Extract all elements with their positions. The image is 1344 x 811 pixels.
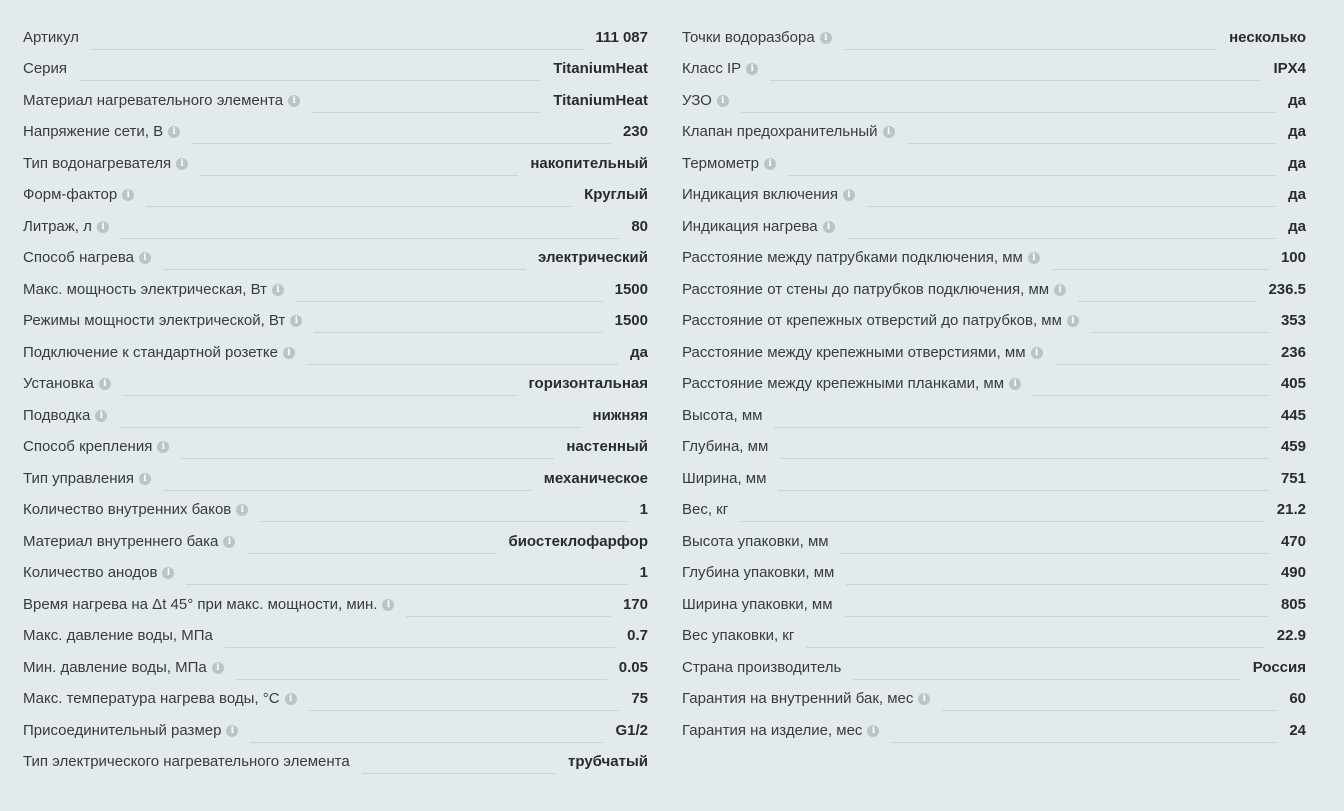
spec-value: 353 bbox=[1280, 312, 1306, 330]
leader-line bbox=[260, 521, 627, 522]
spec-label bbox=[682, 627, 794, 645]
spec-row bbox=[23, 400, 648, 432]
spec-label-text: Ширина упаковки, мм bbox=[682, 595, 833, 613]
spec-label bbox=[682, 375, 1021, 393]
spec-row bbox=[682, 180, 1306, 212]
spec-value: TitaniumHeat bbox=[553, 60, 648, 78]
spec-label bbox=[682, 155, 776, 173]
info-icon[interactable]: i bbox=[717, 95, 729, 107]
spec-label bbox=[682, 249, 1040, 267]
spec-label bbox=[23, 690, 297, 708]
spec-label bbox=[682, 123, 895, 141]
spec-value: 80 bbox=[631, 217, 648, 235]
leader-line bbox=[186, 584, 627, 585]
spec-value: 75 bbox=[631, 690, 648, 708]
spec-value: 1 bbox=[639, 501, 648, 519]
spec-value: 751 bbox=[1280, 469, 1306, 487]
spec-label-text: Тип управления bbox=[23, 469, 134, 487]
spec-label bbox=[682, 722, 879, 740]
info-icon[interactable]: i bbox=[382, 599, 394, 611]
spec-label bbox=[23, 186, 134, 204]
spec-label bbox=[682, 470, 766, 488]
spec-label bbox=[682, 533, 829, 551]
info-icon[interactable]: i bbox=[1054, 284, 1066, 296]
spec-label-text: Макс. температура нагрева воды, °С bbox=[23, 690, 280, 708]
spec-value: 230 bbox=[622, 123, 648, 141]
info-icon[interactable]: i bbox=[883, 126, 895, 138]
info-icon[interactable]: i bbox=[290, 315, 302, 327]
spec-value: IPX4 bbox=[1273, 60, 1306, 78]
info-icon[interactable]: i bbox=[823, 221, 835, 233]
spec-label-text: Страна производитель bbox=[682, 658, 842, 676]
spec-label bbox=[23, 29, 79, 47]
spec-row bbox=[682, 85, 1306, 117]
leader-line bbox=[296, 301, 603, 302]
spec-label bbox=[682, 312, 1079, 330]
spec-label bbox=[23, 627, 213, 645]
spec-label bbox=[23, 123, 180, 141]
leader-line bbox=[788, 175, 1276, 176]
spec-label bbox=[23, 753, 350, 771]
spec-label-text: Тип водонагревателя bbox=[23, 154, 172, 172]
leader-line bbox=[1055, 364, 1269, 365]
spec-row bbox=[23, 243, 648, 275]
spec-row bbox=[682, 243, 1306, 275]
info-icon[interactable]: i bbox=[918, 693, 930, 705]
spec-row bbox=[682, 589, 1306, 621]
info-icon[interactable]: i bbox=[226, 725, 238, 737]
spec-value: 236.5 bbox=[1268, 280, 1306, 298]
spec-value: 445 bbox=[1280, 406, 1306, 424]
info-icon[interactable]: i bbox=[288, 95, 300, 107]
spec-label-text: Ширина, мм bbox=[682, 469, 767, 487]
spec-label bbox=[682, 281, 1066, 299]
spec-label bbox=[682, 60, 758, 78]
spec-label bbox=[682, 690, 930, 708]
spec-label bbox=[682, 186, 855, 204]
spec-row bbox=[682, 337, 1306, 369]
spec-label-text: Режимы мощности электрической, Вт bbox=[23, 312, 286, 330]
leader-line bbox=[770, 80, 1261, 81]
spec-label-text: Класс IP bbox=[682, 60, 742, 78]
leader-line bbox=[406, 616, 611, 617]
spec-label bbox=[682, 29, 832, 47]
spec-value: трубчатый bbox=[568, 753, 648, 771]
spec-label bbox=[23, 281, 284, 299]
spec-label-text: Расстояние между крепежными планками, мм bbox=[682, 375, 1005, 393]
leader-line bbox=[91, 49, 584, 50]
leader-line bbox=[907, 143, 1277, 144]
info-icon[interactable]: i bbox=[236, 504, 248, 516]
leader-line bbox=[236, 679, 607, 680]
spec-value: да bbox=[1288, 217, 1306, 235]
spec-row bbox=[23, 306, 648, 338]
spec-label-text: Серия bbox=[23, 60, 68, 78]
spec-label-text: Количество анодов bbox=[23, 564, 158, 582]
spec-row bbox=[23, 495, 648, 527]
spec-label bbox=[23, 596, 394, 614]
spec-label-text: Присоединительный размер bbox=[23, 721, 222, 739]
info-icon[interactable]: i bbox=[162, 567, 174, 579]
info-icon[interactable]: i bbox=[764, 158, 776, 170]
spec-value: 170 bbox=[622, 595, 648, 613]
leader-line bbox=[867, 206, 1276, 207]
spec-row bbox=[23, 148, 648, 180]
spec-value: несколько bbox=[1229, 28, 1306, 46]
spec-value: накопительный bbox=[530, 154, 648, 172]
spec-row bbox=[23, 621, 648, 653]
leader-line bbox=[1091, 332, 1269, 333]
spec-value: 459 bbox=[1280, 438, 1306, 456]
spec-label bbox=[23, 470, 151, 488]
spec-label-text: Вес, кг bbox=[682, 501, 729, 519]
spec-label-text: Высота, мм bbox=[682, 406, 763, 424]
spec-value: 1 bbox=[639, 564, 648, 582]
info-icon[interactable]: i bbox=[99, 378, 111, 390]
spec-label-text: Материал внутреннего бака bbox=[23, 532, 219, 550]
specs-column-left bbox=[23, 22, 648, 778]
spec-value: 0.7 bbox=[627, 627, 648, 645]
leader-line bbox=[250, 742, 603, 743]
leader-line bbox=[163, 269, 526, 270]
spec-label-text: Вес упаковки, кг bbox=[682, 627, 795, 645]
leader-line bbox=[247, 553, 496, 554]
info-icon[interactable]: i bbox=[97, 221, 109, 233]
spec-label bbox=[682, 501, 728, 519]
spec-row bbox=[682, 621, 1306, 653]
spec-value: 21.2 bbox=[1276, 501, 1306, 519]
spec-row bbox=[682, 400, 1306, 432]
spec-label-text: Мин. давление воды, МПа bbox=[23, 658, 207, 676]
info-icon[interactable]: i bbox=[223, 536, 235, 548]
spec-label bbox=[23, 722, 238, 740]
spec-label-text: Индикация нагрева bbox=[682, 217, 818, 235]
spec-value: 100 bbox=[1280, 249, 1306, 267]
spec-value: биостеклофарфор bbox=[508, 532, 648, 550]
spec-value: 24 bbox=[1289, 721, 1306, 739]
leader-line bbox=[163, 490, 532, 491]
leader-line bbox=[846, 584, 1269, 585]
spec-row bbox=[23, 211, 648, 243]
spec-label-text: Расстояние от стены до патрубков подключения, мм bbox=[682, 280, 1050, 298]
info-icon[interactable]: i bbox=[95, 410, 107, 422]
spec-label-text: Способ нагрева bbox=[23, 249, 134, 267]
leader-line bbox=[146, 206, 572, 207]
spec-value: 236 bbox=[1280, 343, 1306, 361]
spec-row bbox=[23, 54, 648, 86]
spec-value: G1/2 bbox=[615, 721, 648, 739]
leader-line bbox=[79, 80, 541, 81]
spec-label bbox=[682, 344, 1043, 362]
spec-value: 60 bbox=[1289, 690, 1306, 708]
spec-label-text: Термометр bbox=[682, 154, 760, 172]
spec-label bbox=[23, 564, 174, 582]
spec-label-text: Клапан предохранительный bbox=[682, 123, 878, 141]
spec-label bbox=[23, 155, 188, 173]
spec-row bbox=[23, 558, 648, 590]
spec-value: да bbox=[1288, 154, 1306, 172]
spec-row bbox=[682, 652, 1306, 684]
spec-row bbox=[23, 85, 648, 117]
leader-line bbox=[181, 458, 554, 459]
info-icon[interactable]: i bbox=[843, 189, 855, 201]
info-icon[interactable]: i bbox=[122, 189, 134, 201]
info-icon[interactable]: i bbox=[746, 63, 758, 75]
info-icon[interactable]: i bbox=[285, 693, 297, 705]
spec-row bbox=[23, 22, 648, 54]
specs-column-right bbox=[682, 22, 1306, 747]
leader-line bbox=[774, 427, 1268, 428]
spec-row bbox=[23, 463, 648, 495]
spec-value: 111 087 bbox=[595, 28, 648, 46]
spec-label-text: Способ крепления bbox=[23, 438, 153, 456]
spec-label bbox=[23, 375, 111, 393]
spec-value: Круглый bbox=[584, 186, 648, 204]
leader-line bbox=[121, 238, 619, 239]
spec-value: нижняя bbox=[592, 406, 648, 424]
spec-row bbox=[682, 117, 1306, 149]
spec-label-text: УЗО bbox=[682, 91, 712, 109]
spec-row bbox=[23, 684, 648, 716]
leader-line bbox=[309, 710, 620, 711]
spec-label-text: Макс. давление воды, МПа bbox=[23, 627, 213, 645]
spec-value: 1500 bbox=[614, 280, 648, 298]
spec-row bbox=[23, 526, 648, 558]
spec-label-text: Индикация включения bbox=[682, 186, 839, 204]
info-icon[interactable]: i bbox=[1067, 315, 1079, 327]
spec-label bbox=[23, 533, 235, 551]
leader-line bbox=[806, 647, 1264, 648]
spec-label-text: Расстояние между крепежными отверстиями, мм bbox=[682, 343, 1026, 361]
leader-line bbox=[942, 710, 1277, 711]
spec-label-text: Напряжение сети, В bbox=[23, 123, 164, 141]
leader-line bbox=[841, 553, 1269, 554]
spec-value: TitaniumHeat bbox=[553, 91, 648, 109]
leader-line bbox=[119, 427, 580, 428]
spec-label bbox=[23, 249, 151, 267]
spec-value: электрический bbox=[538, 249, 648, 267]
info-icon[interactable]: i bbox=[139, 473, 151, 485]
spec-label bbox=[682, 438, 768, 456]
spec-label bbox=[682, 92, 729, 110]
spec-label bbox=[23, 60, 67, 78]
leader-line bbox=[853, 679, 1240, 680]
spec-label bbox=[682, 596, 833, 614]
spec-row bbox=[23, 747, 648, 779]
spec-value: да bbox=[1288, 91, 1306, 109]
spec-row bbox=[23, 117, 648, 149]
spec-row bbox=[682, 22, 1306, 54]
spec-label bbox=[682, 564, 834, 582]
spec-label-text: Установка bbox=[23, 375, 94, 393]
spec-label bbox=[23, 501, 248, 519]
spec-row bbox=[23, 432, 648, 464]
spec-row bbox=[682, 432, 1306, 464]
spec-row bbox=[682, 54, 1306, 86]
leader-line bbox=[780, 458, 1269, 459]
spec-row bbox=[23, 337, 648, 369]
spec-row bbox=[682, 306, 1306, 338]
spec-label bbox=[23, 312, 302, 330]
info-icon[interactable]: i bbox=[1031, 347, 1043, 359]
spec-value: 470 bbox=[1280, 532, 1306, 550]
spec-label-text: Артикул bbox=[23, 28, 79, 46]
spec-row bbox=[682, 211, 1306, 243]
spec-label-text: Время нагрева на Δt 45° при макс. мощности, мин. bbox=[23, 595, 378, 613]
leader-line bbox=[225, 647, 615, 648]
leader-line bbox=[307, 364, 618, 365]
info-icon[interactable]: i bbox=[176, 158, 188, 170]
info-icon[interactable]: i bbox=[283, 347, 295, 359]
spec-label bbox=[23, 218, 109, 236]
spec-label bbox=[23, 659, 224, 677]
leader-line bbox=[123, 395, 517, 396]
spec-label-text: Количество внутренних баков bbox=[23, 501, 232, 519]
leader-line bbox=[312, 112, 541, 113]
spec-label-text: Гарантия на внутренний бак, мес bbox=[682, 690, 914, 708]
spec-label-text: Глубина, мм bbox=[682, 438, 769, 456]
spec-row bbox=[23, 274, 648, 306]
spec-row bbox=[682, 715, 1306, 747]
info-icon[interactable]: i bbox=[1028, 252, 1040, 264]
spec-label-text: Материал нагревательного элемента bbox=[23, 91, 284, 109]
spec-row bbox=[682, 463, 1306, 495]
spec-label-text: Точки водоразбора bbox=[682, 28, 815, 46]
spec-value: 490 bbox=[1280, 564, 1306, 582]
spec-label-text: Глубина упаковки, мм bbox=[682, 564, 835, 582]
spec-label-text: Высота упаковки, мм bbox=[682, 532, 829, 550]
spec-row bbox=[23, 369, 648, 401]
info-icon[interactable]: i bbox=[212, 662, 224, 674]
leader-line bbox=[847, 238, 1277, 239]
leader-line bbox=[200, 175, 518, 176]
info-icon[interactable]: i bbox=[1009, 378, 1021, 390]
spec-value: настенный bbox=[566, 438, 648, 456]
spec-row bbox=[682, 369, 1306, 401]
spec-row bbox=[23, 715, 648, 747]
spec-label-text: Литраж, л bbox=[23, 217, 92, 235]
spec-label-text: Расстояние между патрубками подключения, мм bbox=[682, 249, 1023, 267]
spec-value: 0.05 bbox=[618, 658, 648, 676]
leader-line bbox=[1052, 269, 1269, 270]
spec-label bbox=[23, 92, 300, 110]
spec-row bbox=[682, 495, 1306, 527]
spec-value: 805 bbox=[1280, 595, 1306, 613]
leader-line bbox=[891, 742, 1277, 743]
spec-value: да bbox=[630, 343, 648, 361]
leader-line bbox=[778, 490, 1269, 491]
spec-value: Россия bbox=[1252, 658, 1306, 676]
spec-row bbox=[682, 274, 1306, 306]
leader-line bbox=[741, 112, 1276, 113]
spec-row bbox=[23, 589, 648, 621]
spec-row bbox=[23, 652, 648, 684]
spec-label bbox=[682, 218, 835, 236]
spec-row bbox=[682, 684, 1306, 716]
leader-line bbox=[844, 49, 1217, 50]
spec-row bbox=[23, 180, 648, 212]
info-icon[interactable]: i bbox=[867, 725, 879, 737]
spec-value: да bbox=[1288, 123, 1306, 141]
leader-line bbox=[1033, 395, 1269, 396]
leader-line bbox=[314, 332, 602, 333]
info-icon[interactable]: i bbox=[139, 252, 151, 264]
info-icon[interactable]: i bbox=[168, 126, 180, 138]
spec-row bbox=[682, 526, 1306, 558]
spec-label bbox=[682, 659, 841, 677]
spec-value: механическое bbox=[543, 469, 648, 487]
spec-value: 22.9 bbox=[1276, 627, 1306, 645]
leader-line bbox=[740, 521, 1265, 522]
spec-label-text: Форм-фактор bbox=[23, 186, 118, 204]
spec-label-text: Гарантия на изделие, мес bbox=[682, 721, 863, 739]
spec-label-text: Расстояние от крепежных отверстий до патрубков, мм bbox=[682, 312, 1062, 330]
leader-line bbox=[362, 773, 556, 774]
spec-value: горизонтальная bbox=[528, 375, 648, 393]
spec-row bbox=[682, 558, 1306, 590]
spec-label bbox=[682, 407, 762, 425]
spec-value: 1500 bbox=[614, 312, 648, 330]
spec-value: 405 bbox=[1280, 375, 1306, 393]
spec-label bbox=[23, 344, 295, 362]
spec-label-text: Подводка bbox=[23, 406, 91, 424]
leader-line bbox=[192, 143, 611, 144]
spec-label-text: Макс. мощность электрическая, Вт bbox=[23, 280, 268, 298]
info-icon[interactable]: i bbox=[820, 32, 832, 44]
spec-label-text: Тип электрического нагревательного элемента bbox=[23, 753, 350, 771]
leader-line bbox=[1078, 301, 1256, 302]
spec-label-text: Подключение к стандартной розетке bbox=[23, 343, 278, 361]
spec-value: да bbox=[1288, 186, 1306, 204]
info-icon[interactable]: i bbox=[157, 441, 169, 453]
spec-row bbox=[682, 148, 1306, 180]
spec-label bbox=[23, 438, 169, 456]
leader-line bbox=[845, 616, 1269, 617]
info-icon[interactable]: i bbox=[272, 284, 284, 296]
spec-label bbox=[23, 407, 107, 425]
